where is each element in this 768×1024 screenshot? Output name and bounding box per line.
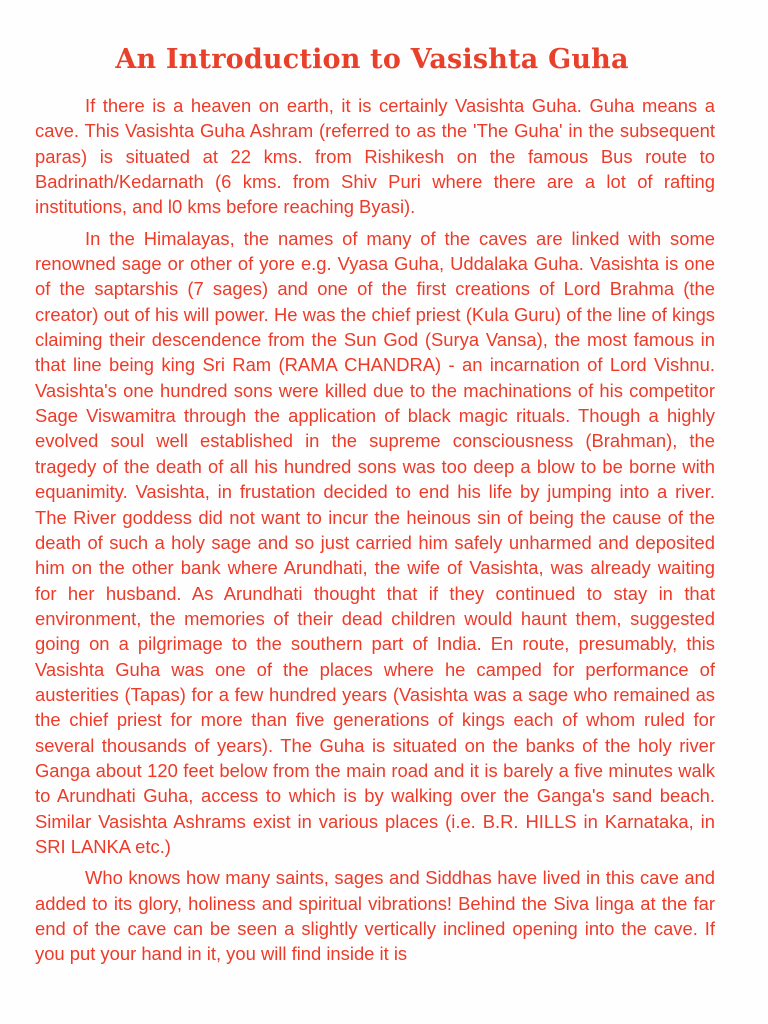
article-body: [35, 93, 715, 973]
paragraph-history: In the Himalayas, the names of many of the caves are linked with some renowned sage or other of yore e.g. Vyasa Guha, Uddalaka Guha. Vasishta is one of the saptarshis (7 sages) and one of the first creations of Lord Brahma (the creator) out of his will power. He was the chief priest (Kula Guru) of the line of kings claiming their descendence from the Sun God (Surya Vansa), the most famous in that line being king Sri Ram (RAMA CHANDRA) - an incarnation of Lord Vishnu. Vasishta's one hundred sons were killed due to the machinations of his competitor Sage Viswamitra through the application of black magic rituals. Though a highly evolved soul well established in the supreme consciousness (Brahman), the tragedy of the death of all his hundred sons was too deep a blow to be borne with equanimity. Vasishta, in frustation decided to end his life by jumping into a river. The River goddess did not want to incur the heinous sin of being the cause of the death of such a holy sage and so just carried him safely unharmed and deposited him on the other bank where Arundhati, the wife of Vasishta, was already waiting for her husband. As Arundhati thought that if they continued to stay in that environment, the memories of their dead children would haunt them, suggested going on a pilgrimage to the southern part of India. En route, presumably, this Vasishta Guha was one of the places where he camped for performance of austerities (Tapas) for a few hundred years (Vasishta was a sage who remained as the chief priest for more than five generations of kings each of whom ruled for several thousands of years). The Guha is situated on the banks of the holy river Ganga about 120 feet below from the main road and it is barely a five minutes walk to Arundhati Guha, access to which is by walking over the Ganga's sand beach. Similar Vasishta Ashrams exist in various places (i.e. B.R. HILLS in Karnataka, in SRI LANKA etc.): [35, 227, 715, 857]
paragraph-saints: Who knows how many saints, sages and Siddhas have lived in this cave and added to its glory, holiness and spiritual vibrations! Behind the Siva linga at the far end of the cave can be seen a slightly vertically inclined opening into the cave. If you put your hand in it, you will find inside it is: [35, 867, 715, 965]
page-title: An Introduction to Vasishta Guha: [115, 44, 629, 75]
paragraph-intro: If there is a heaven on earth, it is certainly Vasishta Guha. Guha means a cave. This Vasishta Guha Ashram (referred to as the 'The Guha' in the subsequent paras) is situated at 22 kms. from Rishikesh on the famous Bus route to Badrinath/Kedarnath (6 kms. from Shiv Puri where there are a lot of rafting institutions, and l0 kms before reaching Byasi).: [35, 95, 715, 218]
